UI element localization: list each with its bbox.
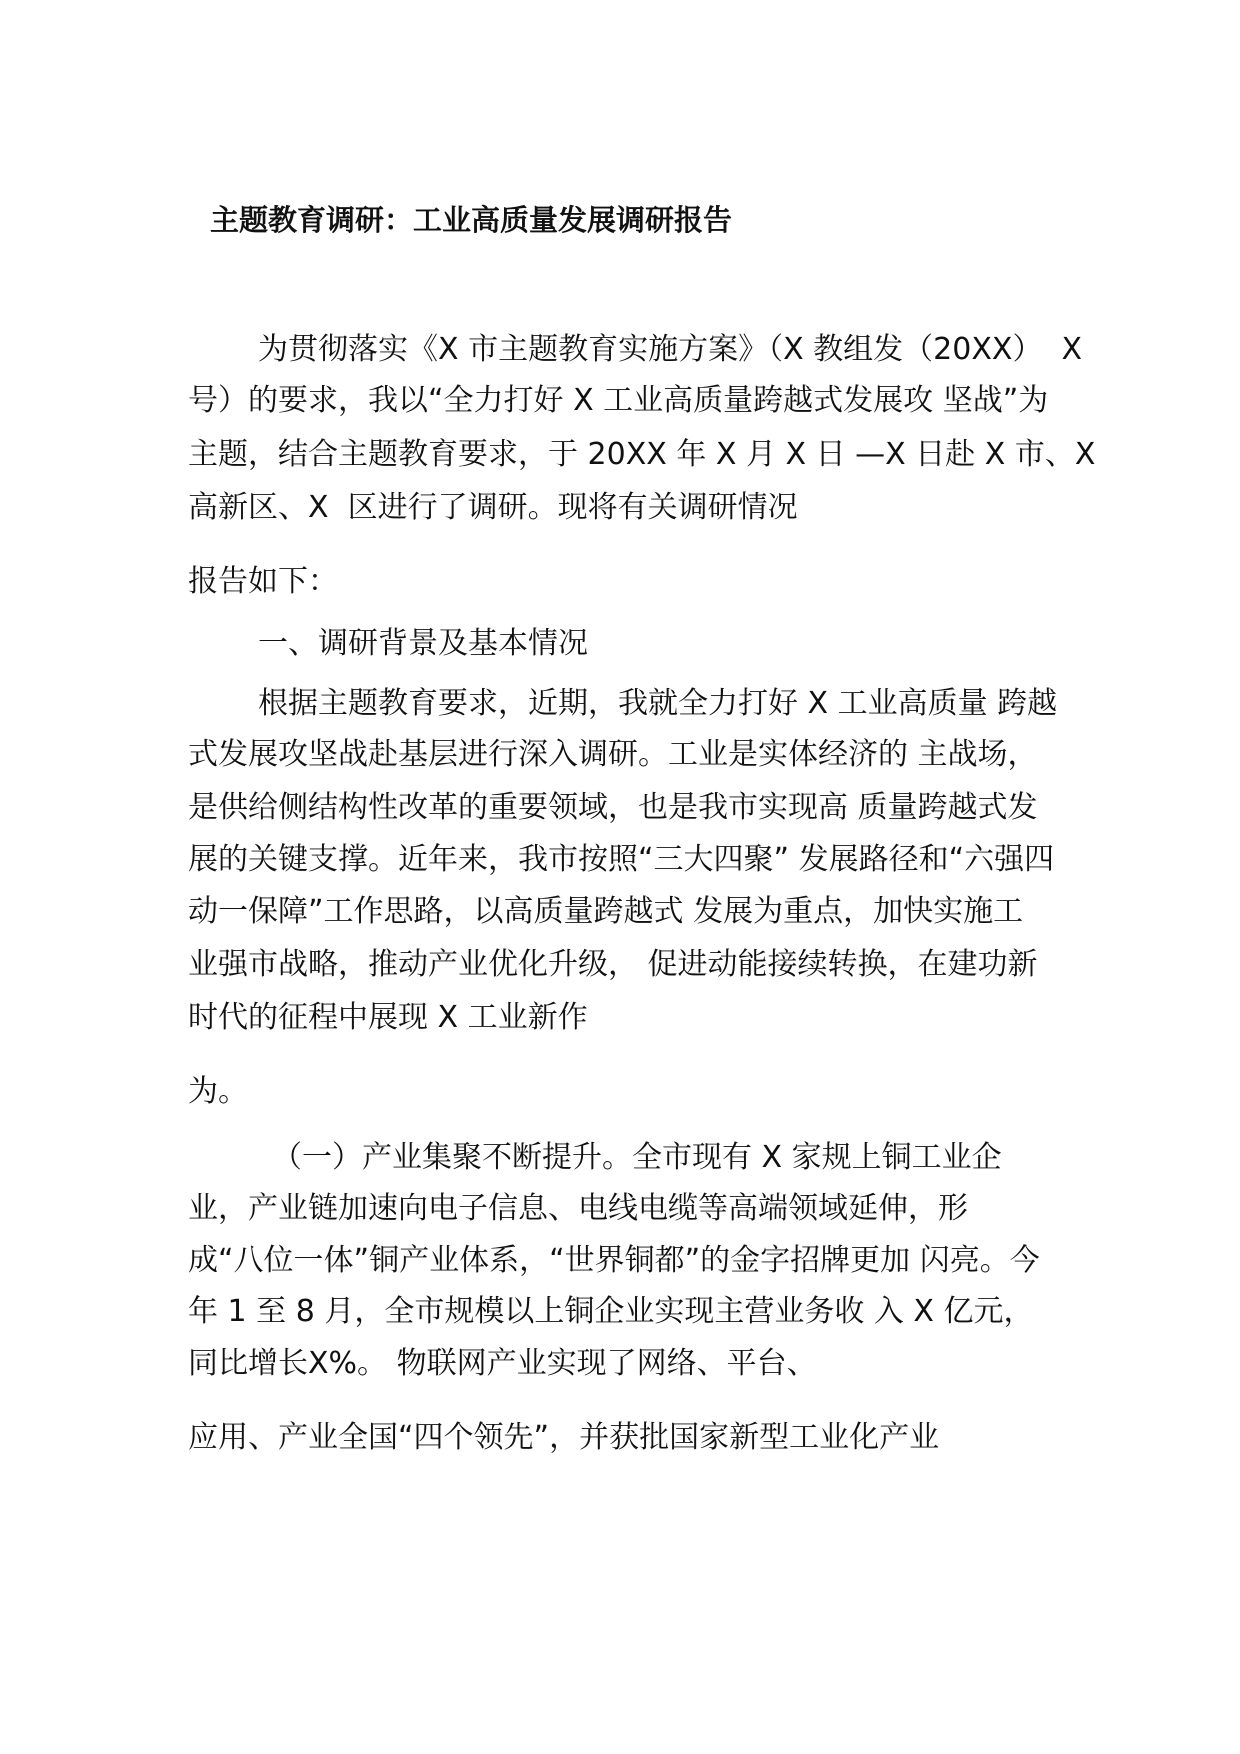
- paragraph-line: 应用、产业全国“四个领先”，并获批国家新型工业化产业: [188, 1420, 940, 1455]
- paragraph-line: 式发展攻坚战赴基层进行深入调研。工业是实体经济的 主战场，: [188, 737, 1038, 772]
- paragraph-line: 动一保障”工作思路，以高质量跨越式 发展为重点，加快实施工: [188, 894, 1024, 929]
- paragraph-line: 为。: [188, 1074, 248, 1109]
- paragraph-line: 号）的要求，我以“全力打好 X 工业高质量跨越式发展攻 坚战”为: [188, 383, 1049, 418]
- paragraph-line: 高新区、X 区进行了调研。现将有关调研情况: [188, 490, 798, 525]
- paragraph-line: 业强市战略，推动产业优化升级， 促进动能接续转换，在建功新: [188, 947, 1038, 982]
- paragraph-line: 时代的征程中展现 X 工业新作: [188, 1000, 588, 1035]
- paragraph-line: 成“八位一体”铜产业体系，“世界铜都”的金字招牌更加 闪亮。今: [188, 1243, 1040, 1278]
- paragraph-line: 展的关键支撑。近年来，我市按照“三大四聚” 发展路径和“六强四: [188, 842, 1055, 877]
- paragraph-line: 是供给侧结构性改革的重要领域，也是我市实现高 质量跨越式发: [188, 790, 1038, 825]
- section-heading: 一、调研背景及基本情况: [258, 626, 588, 661]
- paragraph-line: 业，产业链加速向电子信息、电线电缆等高端领域延伸，形: [188, 1191, 968, 1226]
- paragraph-line: （一）产业集聚不断提升。全市现有 X 家规上铜工业企: [272, 1140, 1002, 1175]
- paragraph-line: 主题，结合主题教育要求，于 20XX 年 X 月 X 日 —X 日赴 X 市、X: [188, 437, 1096, 472]
- paragraph-line: 为贯彻落实《X 市主题教育实施方案》（X 教组发（20XX） X: [258, 332, 1083, 367]
- paragraph-line: 根据主题教育要求，近期，我就全力打好 X 工业高质量 跨越: [258, 686, 1058, 721]
- paragraph-line: 报告如下：: [188, 564, 338, 599]
- document-title: 主题教育调研：工业高质量发展调研报告: [210, 203, 733, 237]
- paragraph-line: 同比增长X%。 物联网产业实现了网络、平台、: [188, 1346, 817, 1381]
- paragraph-line: 年 1 至 8 月，全市规模以上铜企业实现主营业务收 入 X 亿元，: [188, 1294, 1034, 1329]
